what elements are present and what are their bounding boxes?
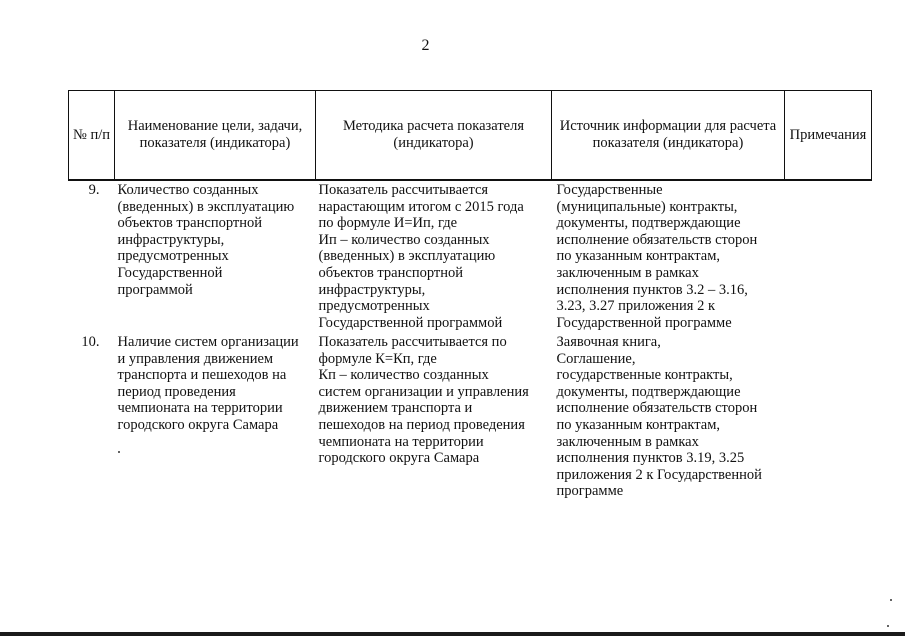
indicator-name: Наличие систем организации и управления движением транспорта и пешеходов на период проведения чемпионата на территории городского округа Самара [117, 334, 299, 433]
scan-speck [890, 599, 892, 601]
bottom-edge-rule [0, 632, 905, 636]
header-notes: Примечания [785, 91, 872, 181]
indicator-name: Количество созданных (введенных) в эксплуатацию объектов транспортной инфраструктуры, предусмотренных Государственной программой [117, 182, 295, 298]
information-source: Государственные (муниципальные) контракты, документы, подтверждающие исполнение обязательств сторон по указанным контрактам, заключенным в рамках исполнения пунктов 3.2 – 3.16, 3.23, 3.27 приложения 2 к Государственной программе [556, 182, 758, 331]
notes-cell [785, 180, 872, 334]
page-number: 2 [421, 37, 430, 54]
calculation-method: Показатель рассчитывается нарастающим итогом с 2015 года по формуле И=Ип, где Ип – количество созданных (введенных) в эксплуатацию объектов транспортной инфраструктуры, предусмотренных Государственной программой [318, 182, 524, 331]
table-row [69, 334, 872, 500]
table-row [69, 180, 872, 334]
header-num: № п/п [69, 91, 115, 181]
notes-cell [785, 334, 872, 500]
table-header-row [69, 91, 872, 181]
scan-speck [887, 625, 889, 627]
indicator-table [68, 90, 872, 500]
row-number: 9. [88, 182, 100, 198]
calculation-method: Показатель рассчитывается по формуле К=Кп, где Кп – количество созданных систем организации и управления движением транспорта и пешеходов на период проведения чемпионата на территории городского округа Самара [318, 334, 529, 467]
header-method: Методика расчета показателя (индикатора) [316, 91, 552, 181]
scan-speck [118, 451, 120, 453]
information-source: Заявочная книга, Соглашение, государственные контракты, документы, подтверждающие исполнение обязательств сторон по указанным контрактам, заключенным в рамках исполнения пунктов 3.19, 3.25 приложения 2 к Государственной программе [556, 334, 762, 500]
header-name: Наименование цели, задачи, показателя (индикатора) [115, 91, 316, 181]
row-number: 10. [81, 334, 100, 350]
header-source: Источник информации для расчета показателя (индикатора) [552, 91, 785, 181]
